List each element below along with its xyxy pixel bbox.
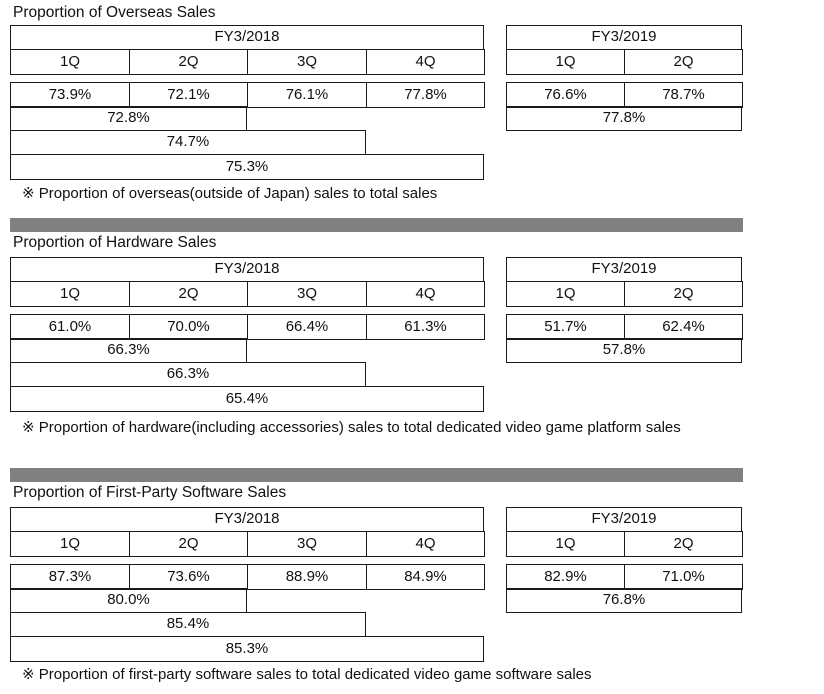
fy2018-value-4q bbox=[366, 82, 485, 108]
fy2019-header bbox=[506, 257, 742, 282]
fy2018-header-text: FY3/2018 bbox=[214, 260, 280, 277]
fy2019-header bbox=[506, 25, 742, 50]
fy2018-quarter-4q bbox=[366, 281, 485, 307]
fy2019-header bbox=[506, 507, 742, 532]
fy2018-value-3q bbox=[247, 82, 367, 108]
fy2018-header-text: FY3/2018 bbox=[214, 510, 280, 527]
fy2018-full-year-value bbox=[10, 386, 484, 412]
fy2018-full-year-value-text: 75.3% bbox=[225, 158, 269, 175]
fy2019-value-2q-text: 78.7% bbox=[662, 86, 705, 103]
fy2018-value-4q bbox=[366, 314, 485, 340]
fy2018-first-half-value-text: 80.0% bbox=[107, 591, 150, 608]
fy2018-full-year-value bbox=[10, 636, 484, 662]
fy2018-nine-months-value-text: 85.4% bbox=[166, 615, 210, 632]
fy2019-quarter-2q bbox=[624, 531, 743, 557]
fy2018-quarter-3q bbox=[247, 49, 367, 75]
fy2018-first-half-value bbox=[10, 106, 247, 131]
fy2018-quarter-1q-text: 1Q bbox=[59, 535, 80, 552]
section-title: Proportion of Hardware Sales bbox=[13, 234, 217, 251]
fy2018-quarter-3q-text: 3Q bbox=[296, 53, 317, 70]
fy2018-quarter-1q bbox=[10, 49, 130, 75]
fy2019-header-text: FY3/2019 bbox=[591, 510, 657, 527]
fy2018-quarter-3q-text: 3Q bbox=[296, 535, 317, 552]
fy2018-value-1q-text: 73.9% bbox=[48, 86, 92, 103]
section-divider bbox=[10, 468, 743, 482]
fy2018-quarter-4q bbox=[366, 531, 485, 557]
fy2019-quarter-1q-text: 1Q bbox=[555, 53, 576, 70]
fy2018-quarter-2q bbox=[129, 281, 248, 307]
fy2018-value-1q-text: 61.0% bbox=[48, 318, 92, 335]
fy2018-header-text: FY3/2018 bbox=[214, 28, 280, 45]
section-title: Proportion of First-Party Software Sales bbox=[13, 484, 287, 501]
fy2018-quarter-1q-text: 1Q bbox=[59, 285, 80, 302]
fy2018-full-year-value bbox=[10, 154, 484, 180]
fy2018-quarter-1q bbox=[10, 531, 130, 557]
fy2018-full-year-value-text: 65.4% bbox=[225, 390, 269, 407]
fy2019-first-half-value bbox=[506, 106, 742, 131]
fy2019-value-1q-text: 76.6% bbox=[544, 86, 587, 103]
fy2018-value-2q bbox=[129, 82, 248, 108]
fy2019-quarter-2q bbox=[624, 281, 743, 307]
fy2018-value-3q-text: 66.4% bbox=[285, 318, 329, 335]
fy2019-value-2q bbox=[624, 82, 743, 108]
fy2019-value-1q bbox=[506, 314, 625, 340]
fy2018-nine-months-value-text: 66.3% bbox=[166, 365, 210, 382]
fy2019-value-2q-text: 71.0% bbox=[662, 568, 705, 585]
section-footnote: ※ Proportion of hardware(including accessories) sales to total dedicated video game platform sales bbox=[22, 419, 681, 436]
fy2018-value-1q bbox=[10, 82, 130, 108]
fy2019-header-text: FY3/2019 bbox=[591, 28, 657, 45]
fy2018-value-4q-text: 77.8% bbox=[404, 86, 447, 103]
fy2018-full-year-value-text: 85.3% bbox=[225, 640, 269, 657]
fy2018-value-4q bbox=[366, 564, 485, 590]
fy2019-quarter-1q bbox=[506, 281, 625, 307]
fy2019-first-half-value bbox=[506, 588, 742, 613]
fy2018-nine-months-value bbox=[10, 362, 366, 387]
fy2018-value-1q-text: 87.3% bbox=[48, 568, 92, 585]
fy2018-value-2q bbox=[129, 564, 248, 590]
section-divider bbox=[10, 218, 743, 232]
fy2019-quarter-1q-text: 1Q bbox=[555, 535, 576, 552]
fy2019-value-1q bbox=[506, 564, 625, 590]
fy2018-quarter-2q-text: 2Q bbox=[178, 285, 199, 302]
fy2018-value-1q bbox=[10, 564, 130, 590]
fy2018-value-4q-text: 84.9% bbox=[404, 568, 447, 585]
fy2018-first-half-value-text: 66.3% bbox=[107, 341, 150, 358]
section-title: Proportion of Overseas Sales bbox=[13, 4, 216, 21]
fy2018-value-3q bbox=[247, 314, 367, 340]
fy2019-first-half-value-text: 76.8% bbox=[602, 591, 646, 608]
fy2018-header bbox=[10, 507, 484, 532]
fy2018-quarter-1q bbox=[10, 281, 130, 307]
fy2018-quarter-3q bbox=[247, 531, 367, 557]
fy2018-header bbox=[10, 257, 484, 282]
fy2018-first-half-value bbox=[10, 588, 247, 613]
fy2018-value-2q-text: 70.0% bbox=[167, 318, 210, 335]
fy2019-value-2q-text: 62.4% bbox=[662, 318, 705, 335]
fy2018-value-2q-text: 72.1% bbox=[167, 86, 210, 103]
fy2018-value-2q bbox=[129, 314, 248, 340]
fy2019-quarter-2q-text: 2Q bbox=[673, 535, 694, 552]
fy2018-value-2q-text: 73.6% bbox=[167, 568, 210, 585]
fy2019-first-half-value-text: 77.8% bbox=[602, 109, 646, 126]
fy2018-value-3q-text: 88.9% bbox=[285, 568, 329, 585]
fy2018-quarter-1q-text: 1Q bbox=[59, 53, 80, 70]
fy2018-quarter-2q bbox=[129, 531, 248, 557]
fy2018-nine-months-value-text: 74.7% bbox=[166, 133, 210, 150]
fy2019-first-half-value bbox=[506, 338, 742, 363]
fy2019-quarter-2q bbox=[624, 49, 743, 75]
fy2019-quarter-1q bbox=[506, 531, 625, 557]
fy2019-quarter-1q-text: 1Q bbox=[555, 285, 576, 302]
section-footnote: ※ Proportion of overseas(outside of Japan) sales to total sales bbox=[22, 185, 438, 202]
fy2019-quarter-2q-text: 2Q bbox=[673, 285, 694, 302]
fy2019-quarter-2q-text: 2Q bbox=[673, 53, 694, 70]
fy2018-first-half-value bbox=[10, 338, 247, 363]
fy2018-quarter-3q bbox=[247, 281, 367, 307]
fy2019-value-2q bbox=[624, 314, 743, 340]
fy2019-first-half-value-text: 57.8% bbox=[602, 341, 646, 358]
fy2018-value-1q bbox=[10, 314, 130, 340]
fy2018-quarter-2q bbox=[129, 49, 248, 75]
fy2018-quarter-2q-text: 2Q bbox=[178, 53, 199, 70]
fy2019-value-1q bbox=[506, 82, 625, 108]
fy2018-quarter-2q-text: 2Q bbox=[178, 535, 199, 552]
fy2018-quarter-4q-text: 4Q bbox=[415, 535, 436, 552]
fy2019-value-1q-text: 82.9% bbox=[544, 568, 587, 585]
fy2018-value-3q-text: 76.1% bbox=[285, 86, 329, 103]
fy2018-quarter-4q-text: 4Q bbox=[415, 53, 436, 70]
fy2018-nine-months-value bbox=[10, 130, 366, 155]
fy2019-value-2q bbox=[624, 564, 743, 590]
fy2018-first-half-value-text: 72.8% bbox=[107, 109, 150, 126]
fy2018-header bbox=[10, 25, 484, 50]
fy2019-value-1q-text: 51.7% bbox=[544, 318, 587, 335]
fy2018-value-4q-text: 61.3% bbox=[404, 318, 447, 335]
section-footnote: ※ Proportion of first-party software sales to total dedicated video game software sales bbox=[22, 666, 592, 683]
fy2018-value-3q bbox=[247, 564, 367, 590]
fy2018-nine-months-value bbox=[10, 612, 366, 637]
fy2018-quarter-4q bbox=[366, 49, 485, 75]
fy2018-quarter-3q-text: 3Q bbox=[296, 285, 317, 302]
fy2019-header-text: FY3/2019 bbox=[591, 260, 657, 277]
fy2018-quarter-4q-text: 4Q bbox=[415, 285, 436, 302]
fy2019-quarter-1q bbox=[506, 49, 625, 75]
